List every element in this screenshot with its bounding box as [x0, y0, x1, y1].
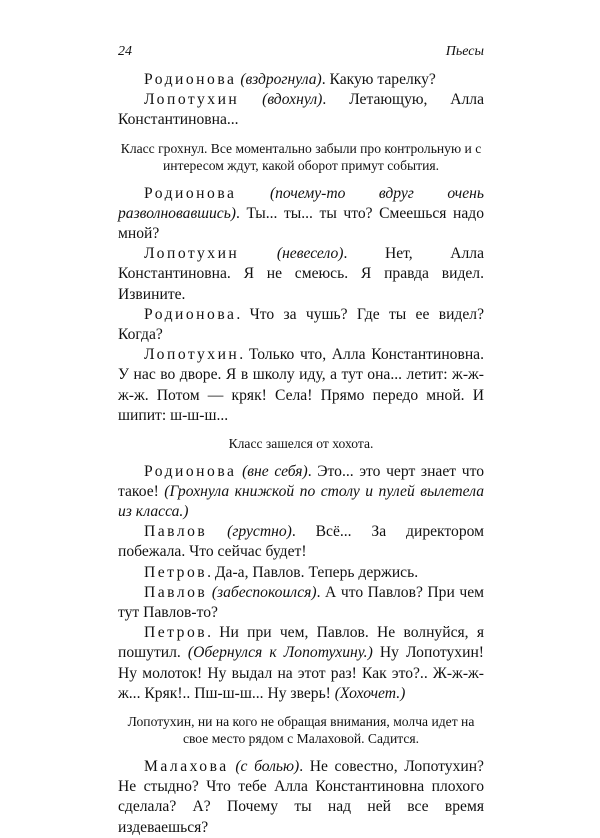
- stage-remark: (Хохочет.): [334, 684, 406, 702]
- dialogue-line: [118, 345, 484, 426]
- speech-text: Ну Лопотухин! Ну молоток! Ну выдал на этот раз! Как это?.. Ж-ж-ж-ж... Кряк!.. Пш-ш-ш... Ну зверь!: [118, 644, 484, 702]
- speech-text: . Всё... За директором побежала. Что сейчас будет!: [118, 523, 484, 561]
- stage-direction: Лопотухин, ни на кого не обращая внимания, молча идет на свое место рядом с Малаховой. Садится.: [127, 713, 475, 747]
- speaker-name: Лопотухин: [144, 346, 240, 364]
- dialogue-line: [118, 244, 484, 305]
- speaker-name: Петров: [144, 563, 208, 581]
- stage-remark: (с болью): [235, 757, 300, 775]
- dialogue-line: [118, 90, 484, 130]
- speech-text: . Да-а, Павлов. Теперь держись.: [207, 563, 419, 581]
- dialogue-line: [118, 623, 484, 704]
- stage-remark: (невесело): [276, 245, 344, 263]
- speaker-name: Родионова: [144, 184, 237, 202]
- speaker-name: Лопотухин: [144, 245, 240, 263]
- speech-text: [207, 523, 227, 540]
- running-title: Пьесы: [445, 44, 484, 59]
- speech-text: . Что за чушь? Где ты ее видел? Когда?: [118, 305, 484, 344]
- stage-remark: (грустно): [227, 523, 292, 541]
- play-text: [118, 70, 484, 838]
- speaker-name: Петров: [144, 624, 208, 642]
- dialogue-line: [118, 757, 484, 838]
- speech-text: . Какую тарелку?: [321, 71, 436, 88]
- stage-remark: (забеспокоился): [211, 583, 317, 601]
- speech-text: . Только что, Алла Константиновна. У нас во дворе. Я в школу иду, а тут она... летит: ж-ж-ж-ж. Потом — кряк! Села! Прямо передо мной. И шипит: ш-ш-ш...: [118, 346, 484, 424]
- speech-text: . Не совестно, Лопотухин? Не стыдно? Что тебе Алла Константиновна плохого сделала? А? Почему ты над ней все время издеваешься?: [118, 757, 484, 836]
- dialogue-line: [118, 305, 484, 345]
- speech-text: . А что Павлов? При чем тут Павлов-то?: [118, 583, 484, 621]
- dialogue-line: [118, 563, 484, 583]
- stage-direction: Класс зашелся от хохота.: [228, 436, 374, 452]
- dialogue-line: [118, 184, 484, 245]
- stage-direction: Класс грохнул. Все моментально забыли про контрольную и с интересом ждут, какой оборот примут события.: [120, 140, 482, 174]
- speech-text: [236, 185, 270, 202]
- speech-text: [239, 91, 262, 108]
- dialogue-line: [118, 522, 484, 562]
- speaker-name: Родионова: [144, 462, 237, 480]
- speaker-name: Малахова: [144, 757, 229, 775]
- page-header: [118, 44, 484, 64]
- speech-text: [229, 758, 236, 775]
- speaker-name: Родионова: [144, 71, 237, 88]
- dialogue-line: [118, 70, 484, 90]
- stage-remark: (вне себя): [242, 462, 308, 480]
- speech-text: . Ни при чем, Павлов. Не волнуйся, я пошутил.: [118, 624, 484, 662]
- speaker-name: Павлов: [144, 523, 208, 541]
- speaker-name: Лопотухин: [144, 91, 240, 109]
- speaker-name: Павлов: [144, 583, 208, 601]
- stage-remark: (вдохнул): [262, 91, 323, 109]
- speech-text: . Ты... ты... ты что? Смеешься надо мной?: [118, 204, 484, 243]
- speech-text: . Это... это черт знает что такое!: [118, 462, 484, 500]
- speech-text: . Летающую, Алла Константиновна...: [118, 91, 484, 129]
- stage-remark: (вздрогнула): [240, 71, 322, 88]
- stage-remark: (Обернулся к Лопотухину.): [187, 644, 373, 662]
- speech-text: [239, 245, 277, 262]
- speaker-name: Родионова: [144, 305, 237, 323]
- stage-remark: (Грохнула книжкой по столу и пулей вылетела из класса.): [118, 482, 485, 520]
- page-number: 24: [118, 44, 132, 59]
- speech-text: . Нет, Алла Константиновна. Я не смеюсь. Я правда видел. Извините.: [118, 245, 484, 303]
- dialogue-line: [118, 462, 484, 523]
- stage-remark: (почему-то вдруг очень разволновавшись): [118, 184, 484, 222]
- dialogue-line: [118, 583, 484, 623]
